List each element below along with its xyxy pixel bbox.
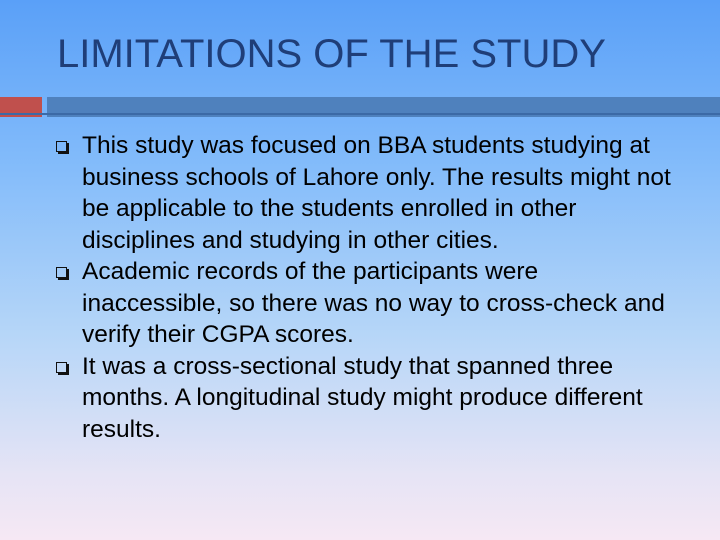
title-divider-line xyxy=(0,113,720,115)
bullet-text: Academic records of the participants were inaccessible, so there was no way to cross-check and verify their CGPA scores. xyxy=(82,258,665,348)
bullet-item xyxy=(52,351,672,446)
bullet-text: This study was focused on BBA students studying at business schools of Lahore only. The results might not be applicable to the students enrolled in other disciplines and studying in other cities. xyxy=(82,132,671,254)
bullet-item xyxy=(52,130,672,256)
slide-title: LIMITATIONS OF THE STUDY xyxy=(57,32,606,76)
hollow-square-bullet-icon xyxy=(56,141,67,152)
bullet-item xyxy=(52,256,672,351)
bullet-list xyxy=(52,130,672,445)
hollow-square-bullet-icon xyxy=(56,362,67,373)
bullet-text: It was a cross-sectional study that spanned three months. A longitudinal study might produce different results. xyxy=(82,352,643,443)
hollow-square-bullet-icon xyxy=(56,267,67,278)
